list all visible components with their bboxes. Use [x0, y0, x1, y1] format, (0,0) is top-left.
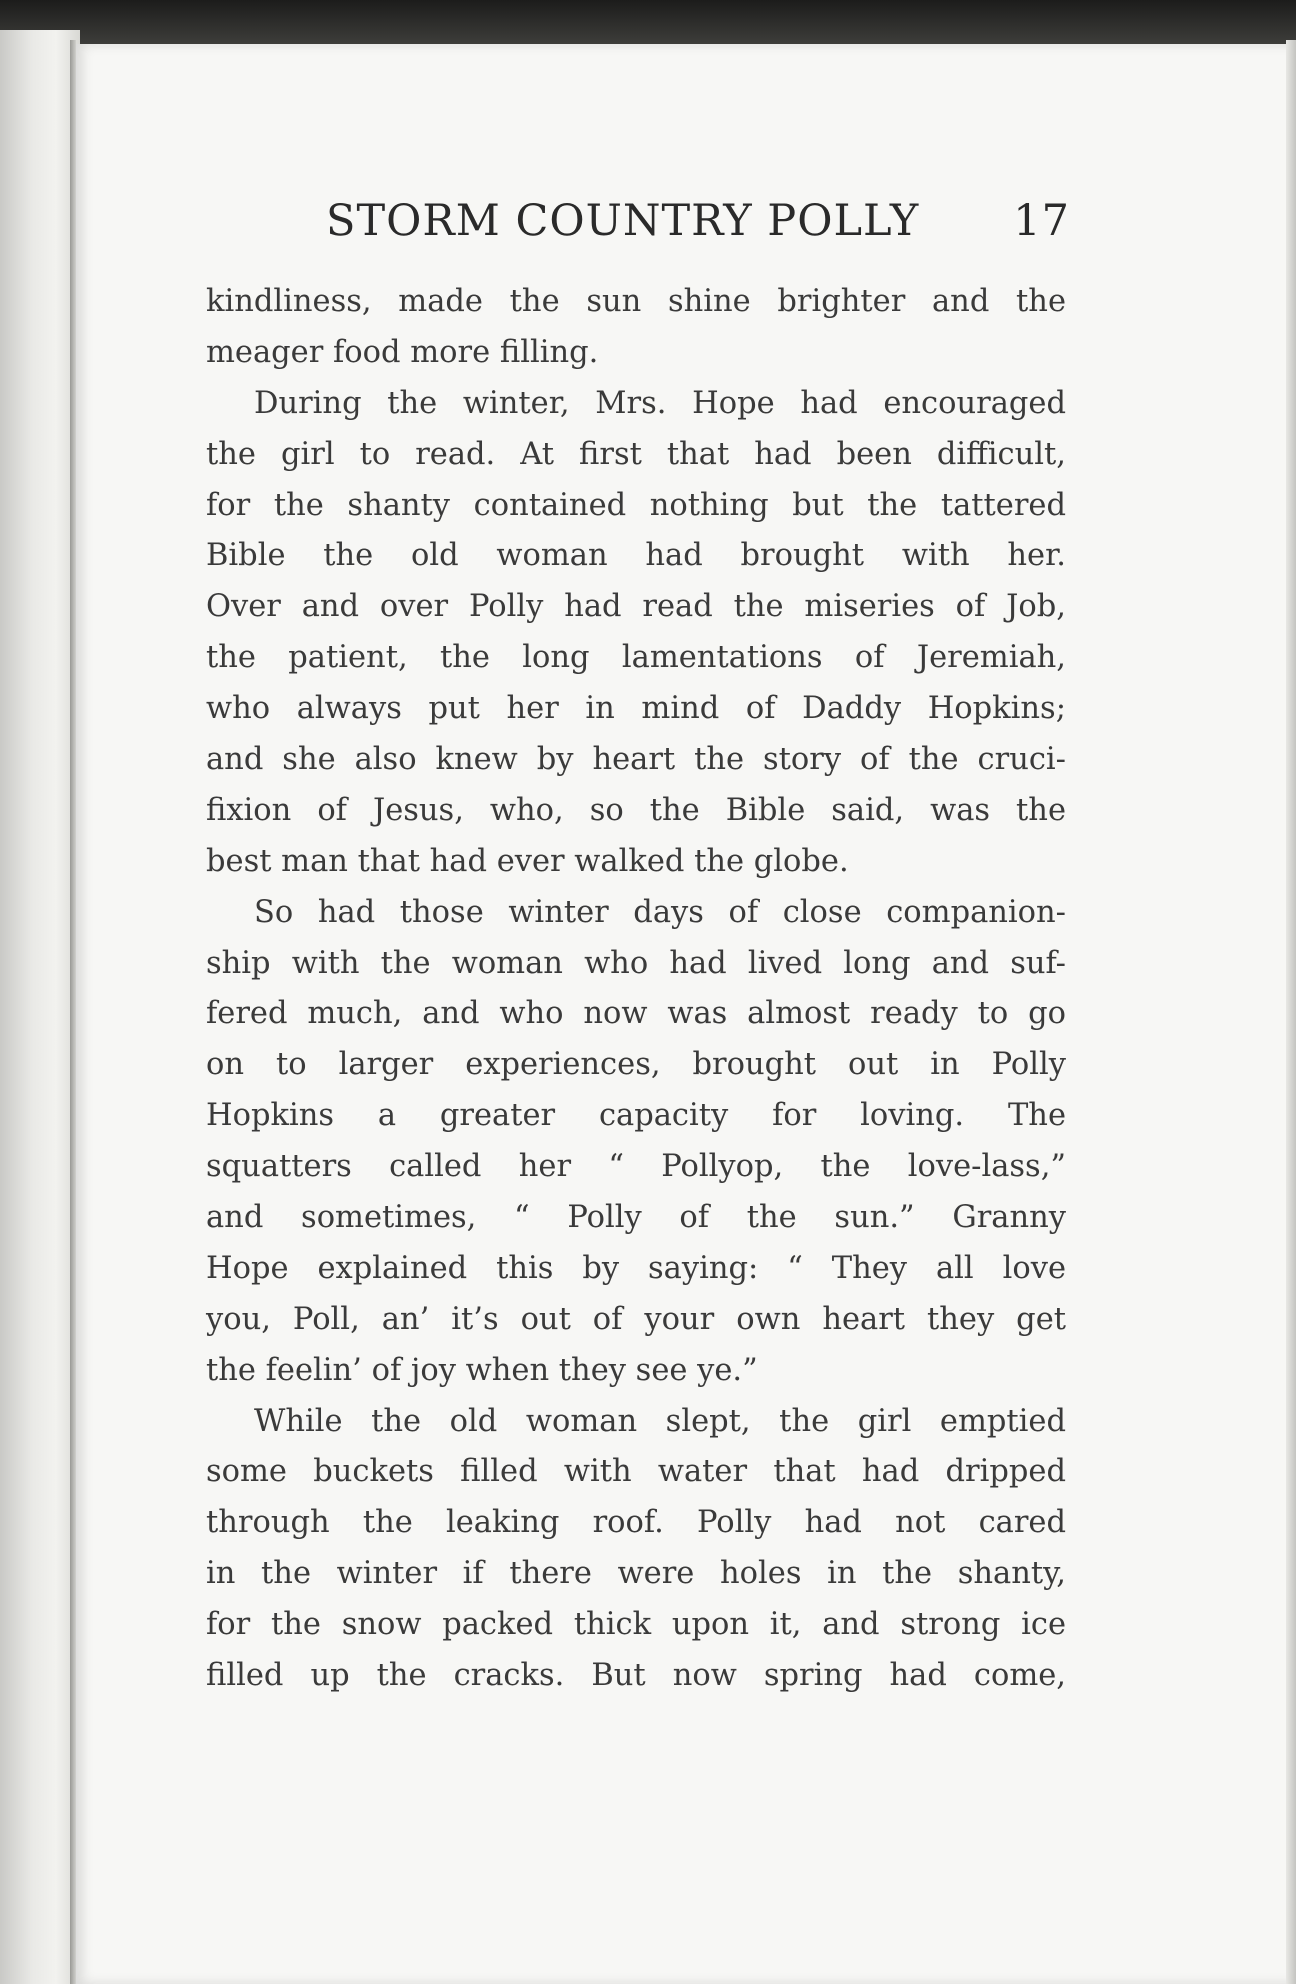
- text-line: the feelin’ of joy when they see ye.”: [206, 1352, 758, 1388]
- text-line: in the winter if there were holes in the shanty,: [206, 1556, 1066, 1592]
- text-line: and she also knew by heart the story of the cruci-: [206, 742, 1066, 778]
- text-line: filled up the cracks. But now spring had come,: [206, 1658, 1066, 1694]
- text-line: squatters called her “ Pollyop, the love-lass,”: [206, 1149, 1066, 1185]
- text-line: During the winter, Mrs. Hope had encouraged: [254, 385, 1066, 421]
- text-line: fixion of Jesus, who, so the Bible said, was the: [206, 792, 1066, 828]
- body-text: [206, 277, 1066, 1702]
- text-line: and sometimes, “ Polly of the sun.” Granny: [206, 1200, 1066, 1236]
- text-line: the patient, the long lamentations of Jeremiah,: [206, 640, 1066, 676]
- text-line: through the leaking roof. Polly had not cared: [206, 1505, 1066, 1541]
- text-line: Hope explained this by saying: “ They all love: [206, 1250, 1066, 1286]
- text-line: kindliness, made the sun shine brighter and the: [206, 284, 1066, 319]
- text-line: So had those winter days of close companion-: [254, 894, 1066, 930]
- text-line: Over and over Polly had read the miseries of Job,: [206, 589, 1066, 625]
- text-line: fered much, and who now was almost ready to go: [206, 996, 1066, 1032]
- text-line: ship with the woman who had lived long and suf-: [206, 945, 1066, 981]
- text-line: Hopkins a greater capacity for loving. The: [206, 1098, 1066, 1134]
- text-line: for the snow packed thick upon it, and strong ice: [206, 1607, 1066, 1643]
- page-number: 17: [1013, 196, 1070, 246]
- text-line: who always put her in mind of Daddy Hopkins;: [206, 691, 1066, 727]
- page-right-edge: [1286, 40, 1296, 1984]
- scan-top-border: [0, 0, 1296, 44]
- text-line: best man that had ever walked the globe.: [206, 843, 849, 879]
- text-line: the girl to read. At first that had been difficult,: [206, 436, 1066, 472]
- text-line: you, Poll, an’ it’s out of your own heart they get: [206, 1301, 1066, 1337]
- running-title: STORM COUNTRY POLLY: [326, 196, 920, 246]
- text-line: While the old woman slept, the girl emptied: [254, 1403, 1066, 1439]
- text-line: for the shanty contained nothing but the tattered: [206, 487, 1066, 523]
- text-line: on to larger experiences, brought out in Polly: [206, 1047, 1066, 1083]
- text-line: some buckets filled with water that had dripped: [206, 1454, 1066, 1490]
- book-spine: [0, 30, 80, 1984]
- text-line: Bible the old woman had brought with her.: [206, 538, 1066, 574]
- text-line: meager food more filling.: [206, 334, 599, 370]
